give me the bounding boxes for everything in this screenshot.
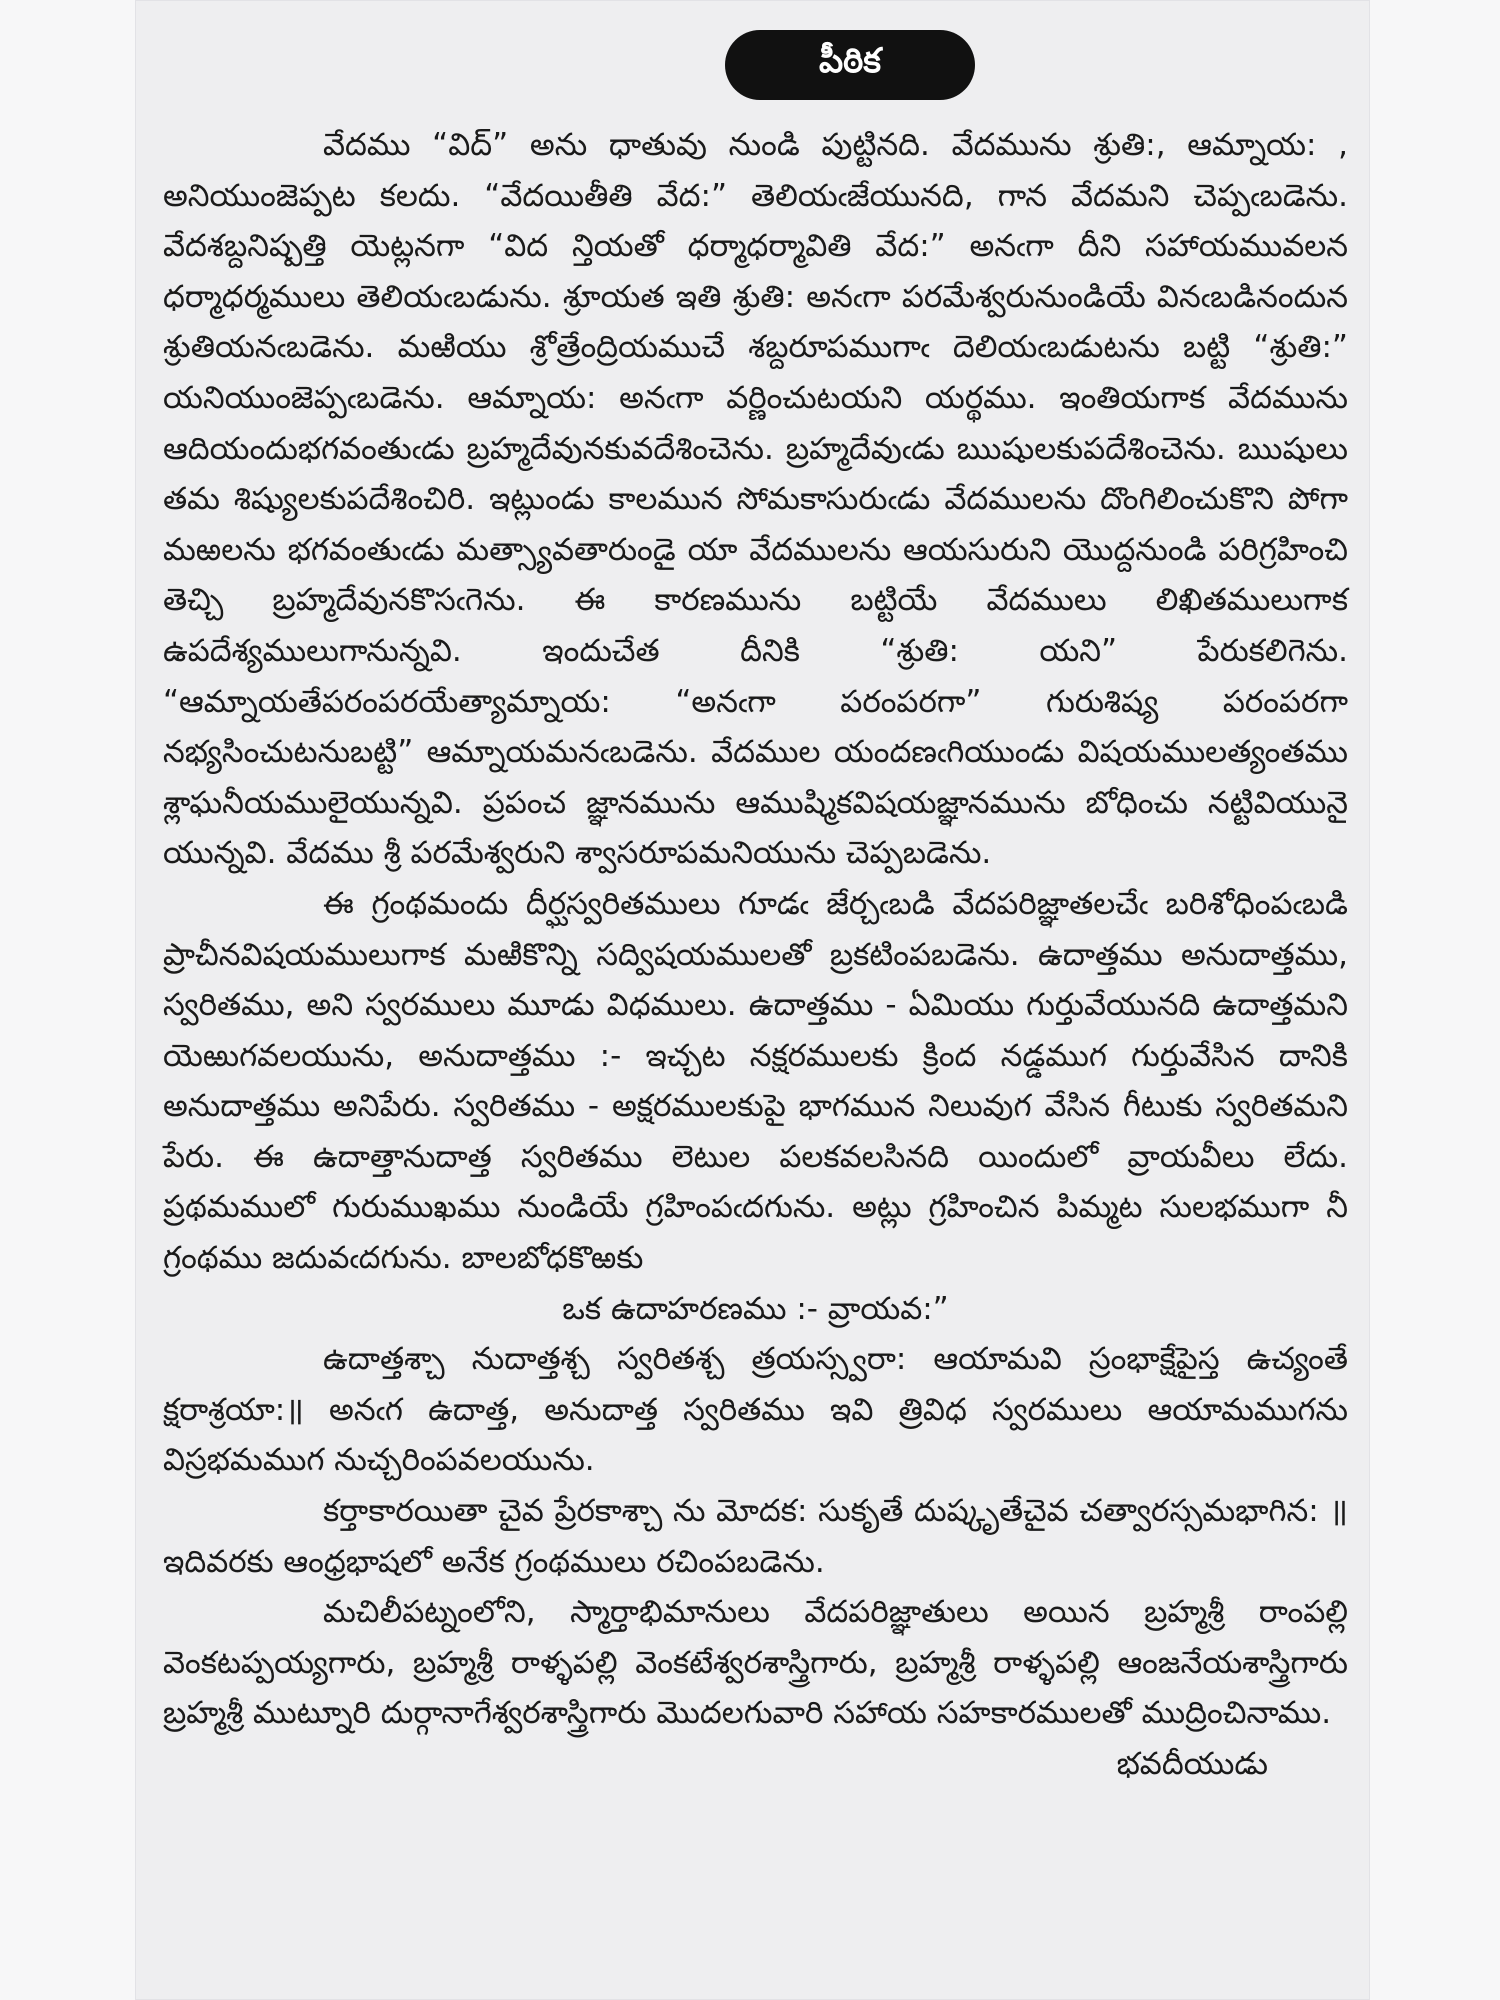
page bbox=[135, 0, 1370, 2000]
signature: భవదీయుడు bbox=[1116, 1746, 1268, 1782]
paragraph-2: ఈ గ్రంథమందు దీర్ఘస్వరితములు గూడఁ జేర్చఁబడి వేదపరిజ్ఞాతలచేఁ బరిశోధింపఁబడి ప్రాచీనవిషయములుగాక మఱికొన్ని సద్విషయములతో బ్రకటింపబడెను. ఉదాత్తము అనుదాత్తము, స్వరితము, అని స్వరములు మూడు విధములు. ఉదాత్తము - ఏమియు గుర్తువేయునది ఉదాత్తమని యెఱుగవలయును, అనుదాత్తము :- ఇచ్చట నక్షరములకు క్రింద నడ్డముగ గుర్తువేసిన దానికి అనుదాత్తము అనిపేరు. స్వరితము - అక్షరములకుపై భాగమున నిలువుగ వేసిన గీటుకు స్వరితమని పేరు. ఈ ఉదాత్తానుదాత్త స్వరితము లెటుల పలకవలసినది యిందులో వ్రాయవీలు లేదు. ప్రథమములో గురుముఖము నుండియే గ్రహింపఁదగును. అట్లు గ్రహించిన పిమ్మట సులభముగా నీ గ్రంథము జదువఁదగును. బాలబోధకొఱకు bbox=[163, 885, 1348, 1277]
paragraph-1: వేదము “విద్” అను ధాతువు నుండి పుట్టినది. వేదమును శ్రుతి:, ఆమ్నాయ: , అనియుంజెప్పట కలదు. “వేదయితీతి వేద:” తెలియఁజేయునది, గాన వేదమని చెప్పఁబడెను. వేదశబ్దనిష్పత్తి యెట్లనగా “విద న్తియతో ధర్మాధర్మావితి వేద:” అనఁగా దీని సహాయమువలన ధర్మాధర్మములు తెలియఁబడును. శ్రూయత ఇతి శ్రుతి: అనఁగా పరమేశ్వరునుండియే వినఁబడినందున శ్రుతియనఁబడెను. మఱియు శ్రోత్రేంద్రియముచే శబ్దరూపముగాఁ దెలియఁబడుటను బట్టి “శ్రుతి:” యనియుంజెప్పఁబడెను. ఆమ్నాయ: అనఁగా వర్ణించుటయని యర్థము. ఇంతియగాక వేదమును ఆదియందుభగవంతుఁడు బ్రహ్మదేవునకువదేశించెను. బ్రహ్మదేవుఁడు ఋషులకుపదేశించెను. ఋషులు తమ శిష్యులకుపదేశించిరి. ఇట్లుండు కాలమున సోమకాసురుఁడు వేదములను దొంగిలించుకొని పోగా మఱలను భగవంతుఁడు మత్స్యావతారుండై యా వేదములను ఆయసురుని యొద్దనుండి పరిగ్రహించి తెచ్చి బ్రహ్మదేవునకొసఁగెను. ఈ కారణమును బట్టియే వేదములు లిఖితములుగాక ఉపదేశ్యములుగానున్నవి. ఇందుచేత దీనికి “శ్రుతి: యని” పేరుకలిగెను. “ఆమ్నాయతేపరంపరయేత్యామ్నాయ: “అనఁగా పరంపరగా” గురుశిష్య పరంపరగా నభ్యసించుటనుబట్టి” ఆమ్నాయమనఁబడెను. వేదముల యందణఁగియుండు విషయములత్యంతము శ్లాఘనీయములైయున్నవి. ప్రపంచ జ్ఞానమును ఆముష్మికవిషయజ్ఞానమును బోధించు నట్టివియునై యున్నవి. వేదము శ్రీ పరమేశ్వరుని శ్వాసరూపమనియును చెప్పబడెను. bbox=[163, 127, 1348, 872]
body-text bbox=[163, 120, 1348, 1790]
example-line: ఒక ఉదాహరణము :- వ్రాయవ:” bbox=[562, 1290, 949, 1327]
closing-paragraph: మచిలీపట్నంలోని, స్మార్తాభిమానులు వేదపరిజ్ఞాతులు అయిన బ్రహ్మశ్రీ రాంపల్లి వెంకటప్పయ్యగారు, బ్రహ్మశ్రీ రాళ్ళపల్లి వెంకటేశ్వరశాస్త్రిగారు, బ్రహ్మశ్రీ రాళ్ళపల్లి ఆంజనేయశాస్త్రిగారు బ్రహ్మశ్రీ ముట్నూరి దుర్గానాగేశ్వరశాస్త్రిగారు మొదలగువారి సహాయ సహకారములతో ముద్రించినాము. bbox=[163, 1594, 1348, 1732]
verse-1: ఉదాత్తశ్చా నుదాత్తశ్చ స్వరితశ్చ త్రయస్స్వరా: ఆయామవి స్రంభాక్షేపైస్త ఉచ్యంతే క్షరాశ్రయా:॥ అనఁగ ఉదాత్త, అనుదాత్త స్వరితము ఇవి త్రివిధ స్వరములు ఆయామముగను విస్రభమముగ నుచ్చరింపవలయును. bbox=[163, 1341, 1348, 1479]
verse-2: కర్తాకారయితా చైవ ప్రేరకాశ్చా ను మోదక: సుకృతే దుష్కృతేచైవ చత్వారస్సమభాగిన: ॥ ఇదివరకు ఆంధ్రభాషలో అనేక గ్రంథములు రచింపబడెను. bbox=[163, 1493, 1348, 1580]
page-title: పీఠిక bbox=[725, 30, 975, 100]
